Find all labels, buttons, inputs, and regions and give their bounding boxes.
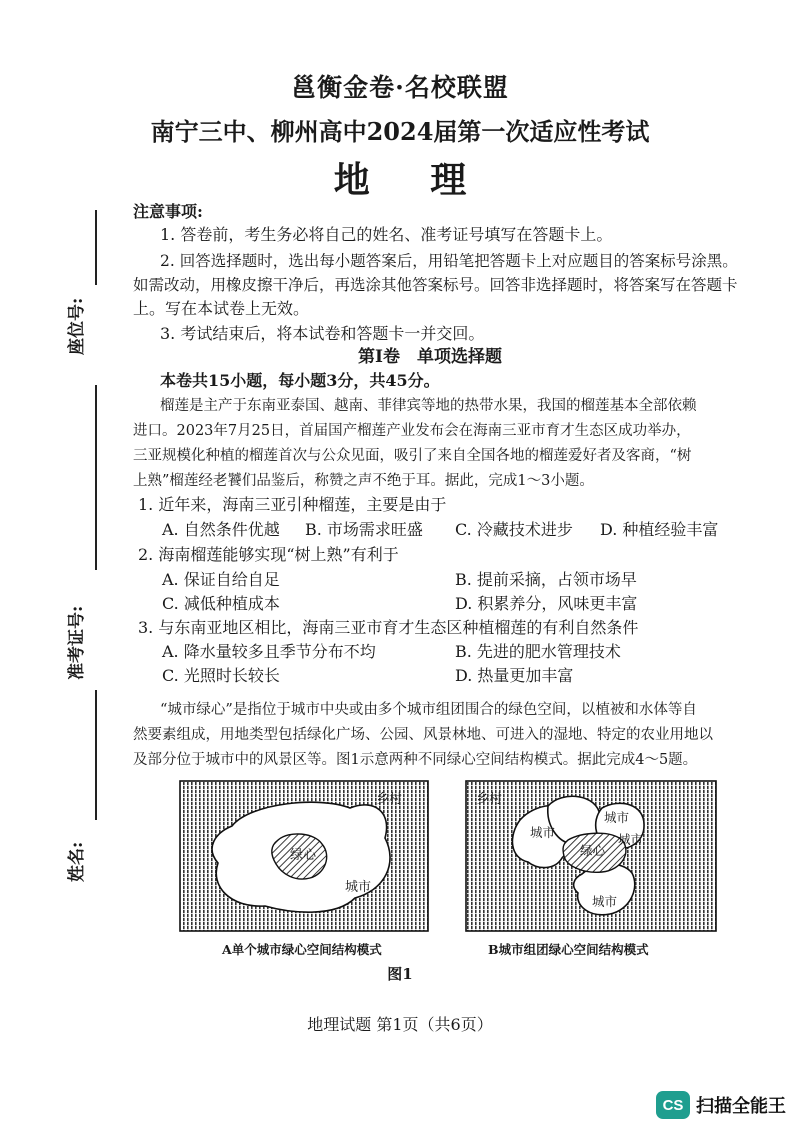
exam-title: 南宁三中、柳州高中2024届第一次适应性考试 [150, 117, 650, 146]
page-footer: 地理试题 第1页（共6页） [307, 1015, 493, 1034]
figure-1-diagram [170, 778, 730, 938]
notice-line-1: 1. 答卷前，考生务必将自己的姓名、准考证号填写在答题卡上。 [160, 225, 613, 244]
panel-b-city-2-label: 城市 [604, 810, 630, 825]
notice-line-3: 3. 考试结束后，将本试卷和答题卡一并交回。 [160, 324, 485, 343]
q3-option-d: D. 热量更加丰富 [455, 666, 574, 685]
panel-a-rural-label: 乡村 [376, 792, 403, 807]
subject-title: 地 理 [333, 159, 491, 201]
q3-option-c: C. 光照时长较长 [162, 666, 280, 685]
notice-line-2b: 如需改动，用橡皮擦干净后，再选涂其他答案标号。回答非选择题时，将答案写在答题卡 [133, 276, 738, 294]
passage2-line-3: 及部分位于城市中的风景区等。图1示意两种不同绿心空间结构模式。据此完成4～5题。 [133, 752, 698, 768]
exam-series-title: 邕衡金卷·名校联盟 [291, 73, 509, 102]
name-label: 姓名: [67, 841, 87, 882]
panel-b-city-4-label: 城市 [592, 894, 618, 909]
camscanner-logo-icon: CS [656, 1091, 690, 1119]
q3-stem: 3. 与东南亚地区相比，海南三亚市育才生态区种植榴莲的有利自然条件 [138, 618, 639, 637]
panel-a-city-label: 城市 [345, 880, 372, 895]
q1-stem: 1. 近年来，海南三亚引种榴莲，主要是由于 [138, 495, 447, 514]
ticket-number-label: 准考证号: [67, 605, 87, 680]
seat-number-label: 座位号: [67, 297, 87, 355]
section-intro: 本卷共15小题，每小题3分，共45分。 [160, 371, 440, 390]
notice-line-2a: 2. 回答选择题时，选出每小题答案后，用铅笔把答题卡上对应题目的答案标号涂黑。 [160, 252, 738, 270]
passage1-line-4: 上熟”榴莲经老饕们品鉴后，称赞之声不绝于耳。据此，完成1～3小题。 [133, 473, 594, 489]
q2-option-c: C. 减低种植成本 [162, 594, 280, 613]
q2-option-a: A. 保证自给自足 [162, 570, 280, 589]
passage2-line-1: “城市绿心”是指位于城市中央或由多个城市组团围合的绿色空间，以植被和水体等自 [160, 702, 697, 718]
passage1-line-1: 榴莲是主产于东南亚泰国、越南、菲律宾等地的热带水果，我国的榴莲基本全部依赖 [160, 398, 697, 414]
passage1-line-2: 进口。2023年7月25日，首届国产榴莲产业发布会在海南三亚市育才生态区成功举办， [133, 423, 691, 439]
panel-b-city-1-label: 城市 [530, 825, 556, 840]
panel-a-green-label: 绿心 [290, 848, 317, 863]
passage1-line-3: 三亚规模化种植的榴莲首次与公众见面，吸引了来自全国各地的榴莲爱好者及客商，“树 [133, 448, 692, 464]
q2-option-d: D. 积累养分，风味更丰富 [455, 594, 638, 613]
q3-option-b: B. 先进的肥水管理技术 [455, 642, 621, 661]
section-title: 第Ⅰ卷 单项选择题 [358, 347, 502, 367]
panel-a-caption: A单个城市绿心空间结构模式 [222, 942, 382, 957]
passage2-line-2: 然要素组成，用地类型包括绿化广场、公园、风景林地、可进入的湿地、特定的农业用地以 [133, 727, 713, 743]
notice-line-2c: 上。写在本试卷上无效。 [133, 299, 310, 318]
panel-b-caption: B城市组团绿心空间结构模式 [488, 942, 649, 957]
panel-b-rural-label: 乡村 [476, 792, 503, 807]
q2-option-b: B. 提前采摘，占领市场早 [455, 570, 637, 589]
figure-label: 图1 [387, 965, 413, 983]
q1-option-c: C. 冷藏技术进步 [455, 520, 573, 539]
scanner-app-name: 扫描全能王 [696, 1096, 786, 1116]
panel-b-green-label: 绿心 [580, 843, 606, 858]
name-line [95, 690, 97, 820]
q2-stem: 2. 海南榴莲能够实现“树上熟”有利于 [138, 545, 399, 564]
q3-option-a: A. 降水量较多且季节分布不均 [162, 642, 376, 661]
ticket-line [95, 385, 97, 570]
q1-option-a: A. 自然条件优越 [162, 520, 280, 539]
q1-option-d: D. 种植经验丰富 [600, 520, 719, 539]
scanner-watermark [656, 1088, 786, 1122]
seat-line [95, 210, 97, 285]
panel-b-city-3-label: 城市 [618, 832, 644, 847]
q1-option-b: B. 市场需求旺盛 [305, 520, 423, 539]
notice-title: 注意事项: [133, 202, 203, 221]
